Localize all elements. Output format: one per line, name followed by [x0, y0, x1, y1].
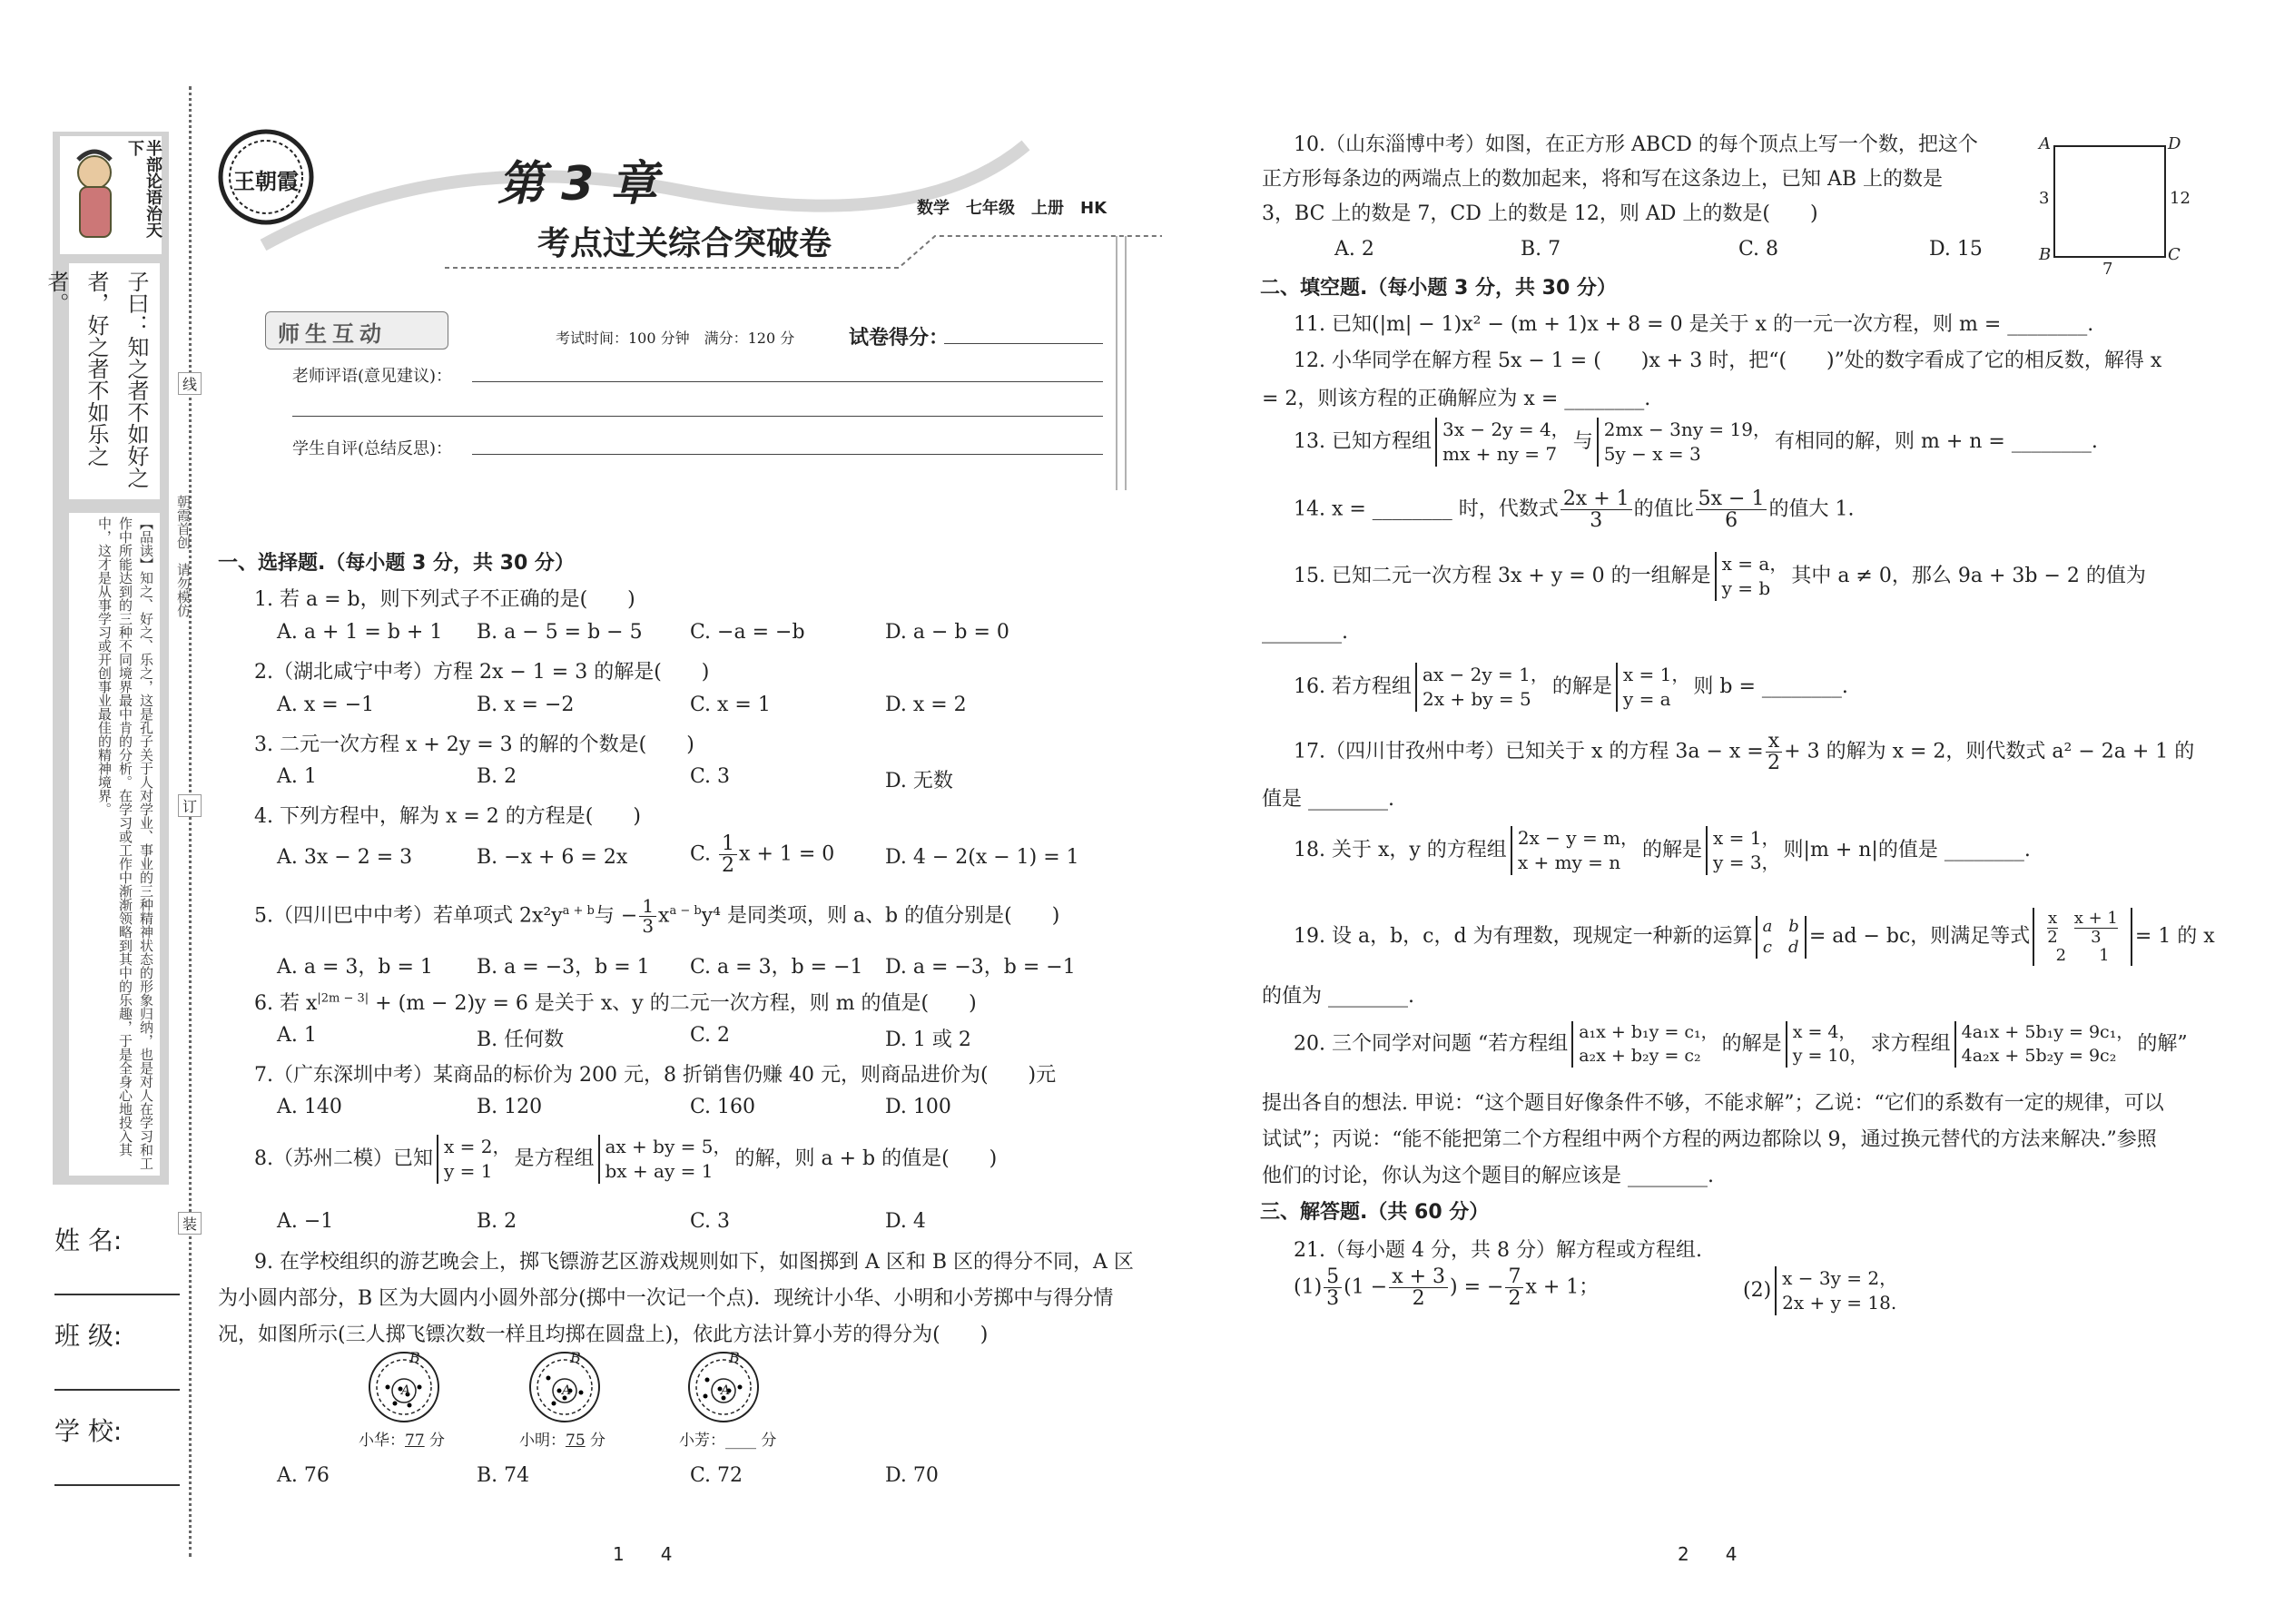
q5-option-a[interactable]: A. a = 3，b = 1	[277, 956, 433, 979]
fraction-numerator: 5	[1324, 1266, 1342, 1288]
q7-option-b[interactable]: B. 120	[477, 1096, 543, 1118]
q20	[1294, 1021, 2188, 1068]
teacher-comment-field[interactable]	[472, 381, 1103, 382]
q2-option-c[interactable]: C. x = 1	[690, 694, 771, 716]
q1-option-c[interactable]: C. −a = −b	[690, 621, 805, 644]
q15-text-a: 15. 已知二元一次方程 3x + y = 0 的一组解是	[1294, 565, 1711, 587]
q2-stem: 2.（湖北咸宁中考）方程 2x − 1 = 3 的解是( )	[254, 661, 710, 684]
teacher-comment-field-2[interactable]	[292, 416, 1103, 417]
q20-system-1	[1571, 1021, 1718, 1068]
score-unit: 分	[761, 1432, 777, 1450]
q5-text-a: 5.（四川巴中中考）若单项式 2x²y	[254, 904, 563, 928]
cut-label-order: 订	[178, 794, 202, 817]
q18	[1294, 826, 2031, 875]
score-unit: 分	[590, 1432, 606, 1450]
student-score: 77	[405, 1432, 425, 1450]
q3-option-c[interactable]: C. 3	[690, 765, 731, 788]
class-line[interactable]	[54, 1389, 180, 1391]
system-line: x − 3y = 2，	[1782, 1267, 1898, 1289]
q6-text-b: + (m − 2)y = 6 是关于 x、y 的二元一次方程，则 m 的值是( )	[369, 992, 977, 1015]
q21-part-1	[1294, 1266, 1599, 1309]
page-number-left: 1 4	[613, 1543, 673, 1565]
side-cd-value: 12	[2170, 189, 2191, 208]
fraction-denominator: 3	[2091, 927, 2102, 947]
q21a-fraction-3	[1505, 1266, 1523, 1309]
q20-text-c: 求方程组	[1870, 1032, 1951, 1056]
q10-line-2: 正方形每条边的两端点上的数加起来，将和写在这条边上，已知 AB 上的数是	[1262, 168, 1944, 191]
q21-stem: 21.（每小题 4 分，共 8 分）解方程或方程组.	[1294, 1239, 1702, 1262]
q7-option-c[interactable]: C. 160	[690, 1096, 756, 1118]
q6-text-a: 6. 若 x	[254, 992, 318, 1015]
q21a-text-d: x + 1；	[1525, 1275, 1600, 1299]
q8-option-b[interactable]: B. 2	[477, 1210, 517, 1233]
q15-system	[1715, 552, 1788, 601]
class-label: 班 级:	[54, 1321, 123, 1351]
teacher-student-label: 师生互动	[278, 321, 387, 347]
score-xiaoming	[519, 1427, 605, 1450]
q10-option-a[interactable]: A. 2	[1334, 238, 1374, 261]
system-line: mx + ny = 7	[1442, 443, 1558, 465]
q5-option-c[interactable]: C. a = 3，b = −1	[690, 956, 863, 979]
system-line: 2mx − 3ny = 19，	[1603, 418, 1771, 440]
q19-text-c: = 1 的 x	[2134, 925, 2215, 949]
q9-option-d[interactable]: D. 70	[885, 1464, 939, 1487]
q17-text-a: 17.（四川甘孜州中考）已知关于 x 的方程 3a − x =	[1294, 740, 1764, 763]
q7-stem: 7.（广东深圳中考）某商品的标价为 200 元，8 折销售仍赚 40 元，则商品进价为( )元	[254, 1064, 1057, 1087]
q21-part-2	[1743, 1266, 1901, 1315]
q4-option-d[interactable]: D. 4 − 2(x − 1) = 1	[885, 846, 1079, 869]
q6-option-b[interactable]: B. 任何数	[477, 1029, 565, 1051]
student-name: 小华：	[359, 1432, 405, 1450]
q8-option-c[interactable]: C. 3	[690, 1210, 731, 1233]
fraction-denominator: 2	[2047, 927, 2058, 947]
dartboard-xiaofang	[687, 1351, 760, 1423]
vertex-c: C	[2168, 245, 2181, 264]
q16-text-b: 的解是	[1551, 675, 1612, 698]
q21a-fraction-1	[1324, 1266, 1342, 1309]
system-line: x + my = n	[1517, 851, 1621, 873]
side-ab-value: 3	[2039, 189, 2050, 208]
q18-system-1	[1511, 826, 1639, 875]
system-line: y = 3，	[1713, 851, 1780, 873]
fraction-denominator: 3	[1326, 1287, 1340, 1311]
system-line: ax + by = 5，	[605, 1136, 732, 1157]
system-line: y = a	[1622, 688, 1671, 710]
q20-line-2: 提出各自的想法. 甲说：“这个题目好像条件不够，不能求解”；乙说：“它们的系数有一定的规律，可以	[1262, 1092, 2164, 1115]
area-a-label: A	[562, 1383, 572, 1398]
q11: 11. 已知(|m| − 1)x² − (m + 1)x + 8 = 0 是关于 x 的一元一次方程，则 m = ________.	[1294, 313, 2094, 336]
q14-fraction-1	[1561, 488, 1632, 531]
student-name: 小明：	[519, 1432, 566, 1450]
q8-text-b: 是方程组	[514, 1147, 595, 1170]
q4-option-c[interactable]	[690, 833, 834, 876]
exam-subtitle: 考点过关综合突破卷	[537, 224, 832, 262]
q3-option-a[interactable]: A. 1	[277, 765, 317, 788]
name-label: 姓 名:	[54, 1225, 123, 1255]
system-line: y = 1	[444, 1160, 493, 1182]
q14	[1294, 488, 1854, 531]
q18-text-a: 18. 关于 x，y 的方程组	[1294, 839, 1507, 861]
system-line: ax − 2y = 1，	[1422, 664, 1549, 685]
grade-tag: 数学 七年级 上册 HK	[917, 199, 1108, 218]
score-xiaohua	[359, 1427, 445, 1450]
q19-text-a: 19. 设 a，b，c，d 为有理数，现规定一种新的运算	[1294, 925, 1753, 949]
area-b-label: B	[409, 1349, 420, 1366]
q10-line-1: 10.（山东淄博中考）如图，在正方形 ABCD 的每个顶点上写一个数，把这个	[1294, 133, 1978, 156]
q9-line-1: 9. 在学校组织的游艺晚会上，掷飞镖游艺区游戏规则如下，如图掷到 A 区和 B 区的得分不同，A 区	[254, 1251, 1134, 1274]
section1-title: 一、选择题.（每小题 3 分，共 30 分）	[218, 552, 575, 575]
badge-title: 半部论语治天下	[125, 140, 162, 238]
q8-option-d[interactable]: D. 4	[885, 1210, 926, 1233]
q4-option-c-prefix: C.	[690, 842, 712, 866]
name-line[interactable]	[54, 1294, 180, 1295]
q7-option-a[interactable]: A. 140	[277, 1096, 342, 1118]
q2-option-b[interactable]: B. x = −2	[477, 694, 575, 716]
quote-commentary: 【品读】知之、好之、乐之，这是孔子关于人对学业、事业的三种精神状态的形象归纳，也是对人在学习和工作中所能达到的三种不同境界最中肯的分析。在学习或工作中渐渐领略到其中的乐趣，于是全身心地投入其中，这才是从事学习或开创事业最佳的精神境界。	[69, 513, 160, 1176]
q6-option-d[interactable]: D. 1 或 2	[885, 1029, 971, 1051]
q14-text-c: 的值大 1.	[1768, 497, 1855, 521]
system-line: a₁x + b₁y = c₁，	[1579, 1022, 1718, 1042]
page-number-right: 2 4	[1678, 1543, 1738, 1565]
score-label: 试卷得分：	[849, 327, 950, 349]
q4-stem: 4. 下列方程中，解为 x = 2 的方程是( )	[254, 805, 641, 828]
q4-option-c-fraction	[719, 833, 737, 876]
area-a-label: A	[721, 1383, 731, 1398]
q19	[1294, 908, 2215, 966]
area-b-label: B	[729, 1349, 740, 1366]
vertex-d: D	[2168, 134, 2181, 153]
fraction-numerator: 7	[1505, 1266, 1523, 1288]
system-line: x = a，	[1721, 553, 1788, 575]
q12-line-2: = 2，则该方程的正确解应为 x = ________.	[1262, 388, 1651, 410]
q18-system-2	[1706, 826, 1780, 875]
q20-text-a: 20. 三个同学对问题 “若方程组	[1294, 1032, 1569, 1056]
q16	[1294, 663, 1848, 712]
q13-text-a: 13. 已知方程组	[1294, 430, 1432, 453]
q20-line-4: 他们的讨论，你认为这个题目的解应该是 ________.	[1262, 1165, 1714, 1187]
q21b-text-a: (2)	[1743, 1279, 1772, 1302]
q3-stem: 3. 二元一次方程 x + 2y = 3 的解的个数是( )	[254, 733, 694, 756]
q9-option-c[interactable]: C. 72	[690, 1464, 743, 1487]
q19-text-b: = ad − bc，则满足等式	[1808, 925, 2031, 949]
square-abcd	[2053, 145, 2166, 258]
system-line: 4a₁x + 5b₁y = 9c₁，	[1961, 1022, 2134, 1042]
q21a-text-c: ) = −	[1450, 1275, 1504, 1299]
sidebar-badge	[60, 136, 162, 254]
fraction-denominator: 2	[1508, 1287, 1521, 1311]
q3-option-b[interactable]: B. 2	[477, 765, 517, 788]
q17-blank: 值是 ________.	[1262, 788, 1394, 811]
system-line: 5y − x = 3	[1603, 443, 1701, 465]
chapter-title: 第 3 章	[497, 157, 658, 212]
q9-line-3: 况，如图所示(三人掷飞镖次数一样且均掷在圆盘上)，依此方法计算小芳的得分为( )	[218, 1324, 989, 1346]
determinant-row: c d	[1762, 938, 1799, 958]
q9-line-2: 为小圆内部分，B 区为大圆内小圆外部分(掷中一次记一个点)．现统计小华、小明和小芳掷中与得分情	[218, 1287, 1114, 1310]
q16-system-1	[1415, 663, 1549, 712]
q15	[1294, 552, 2146, 601]
q6-option-c[interactable]: C. 2	[690, 1024, 731, 1047]
q8-text-a: 8.（苏州二模）已知	[254, 1147, 433, 1170]
q1-option-b[interactable]: B. a − 5 = b − 5	[477, 621, 643, 644]
system-line: y = 10，	[1792, 1045, 1867, 1066]
q5-stem	[254, 897, 1059, 936]
student-comment-label: 学生自评(总结反思)：	[292, 439, 453, 458]
q21b-system	[1775, 1266, 1897, 1315]
fraction-denominator: 3	[1590, 509, 1603, 533]
q8-option-a[interactable]: A. −1	[277, 1210, 334, 1233]
section2-title: 二、填空题.（每小题 3 分，共 30 分）	[1260, 277, 1617, 300]
header-decoration	[209, 109, 1180, 490]
determinant-row: 2 1	[2055, 945, 2110, 965]
q4-option-a[interactable]: A. 3x − 2 = 3	[277, 846, 413, 869]
q10-option-b[interactable]: B. 7	[1521, 238, 1561, 261]
q20-text-b: 的解是	[1721, 1032, 1782, 1056]
q6-option-a[interactable]: A. 1	[277, 1024, 317, 1047]
q15-blank: ________.	[1262, 621, 1348, 644]
area-b-label: B	[570, 1349, 581, 1366]
fraction-denominator: 2	[1412, 1287, 1425, 1311]
q16-system-2	[1616, 663, 1689, 712]
area-a-label: A	[401, 1383, 411, 1398]
vertex-a: A	[2039, 134, 2051, 153]
q1-option-d[interactable]: D. a − b = 0	[885, 621, 1009, 644]
school-label: 学 校:	[54, 1416, 123, 1446]
exam-time: 考试时间：100 分钟 满分：120 分	[556, 330, 795, 347]
score-field[interactable]	[944, 343, 1103, 344]
q5-exponent-1: a + b	[562, 904, 595, 919]
q5-text-d: y⁴ 是同类项，则 a、b 的值分别是( )	[701, 904, 1060, 928]
fraction-denominator: 6	[1725, 509, 1738, 533]
confucius-quote: 子曰：知之者不如好之者，好之者不如乐之者。	[69, 263, 160, 499]
cut-line	[189, 86, 192, 1557]
q17-fraction	[1766, 731, 1782, 773]
system-line: bx + ay = 1	[605, 1160, 714, 1182]
q8-text-c: 的解，则 a + b 的值是( )	[734, 1147, 998, 1170]
student-name: 小芳：	[679, 1432, 725, 1450]
q8-stem	[254, 1135, 997, 1184]
q18-text-b: 的解是	[1642, 839, 1703, 861]
q20-text-d: 的解”	[2137, 1032, 2188, 1056]
q21a-text-a: (1)	[1294, 1275, 1323, 1299]
q5-text-b: 与 −	[594, 904, 638, 928]
vertex-b: B	[2039, 245, 2052, 264]
system-line: 2x − y = m，	[1517, 827, 1639, 849]
q10-option-d[interactable]: D. 15	[1929, 238, 1983, 261]
q17-text-b: + 3 的解为 x = 2，则代数式 a² − 2a + 1 的	[1784, 740, 2195, 763]
q10-line-3: 3，BC 上的数是 7，CD 上的数是 12，则 AD 上的数是( )	[1262, 202, 1818, 225]
q4-option-c-text: x + 1 = 0	[739, 842, 835, 866]
q5-option-d[interactable]: D. a = −3，b = −1	[885, 956, 1076, 979]
fraction-numerator: x	[1766, 731, 1782, 753]
q15-text-b: 其中 a ≠ 0，那么 9a + 3b − 2 的值为	[1791, 565, 2146, 587]
determinant-row: a b	[1762, 916, 1799, 936]
fraction-numerator: 5x − 1	[1696, 488, 1767, 510]
logo-text: 王朝霞	[233, 168, 299, 194]
copyright-note: 朝霞首创 请勿模仿	[175, 495, 192, 617]
q16-text-a: 16. 若方程组	[1294, 675, 1412, 698]
q5-option-b[interactable]: B. a = −3，b = 1	[477, 956, 650, 979]
fraction-numerator: x + 3	[1389, 1266, 1448, 1288]
teacher-comment-label: 老师评语(意见建议)：	[292, 367, 453, 386]
q19-determinant-1	[1756, 916, 1807, 959]
system-line: a₂x + b₂y = c₂	[1579, 1045, 1701, 1066]
q20-line-3: 试试”；丙说：“能不能把第二个方程组中两个方程的两边都除以 9，通过换元替代的方法来解决.”参照	[1262, 1128, 2157, 1151]
system-line: 2x + y = 18.	[1782, 1292, 1897, 1314]
q13-system-1	[1435, 418, 1570, 467]
q21a-text-b: (1 −	[1344, 1275, 1388, 1299]
q19-blank: 的值为 ________.	[1262, 985, 1414, 1008]
q3-option-d[interactable]: D. 无数	[885, 770, 953, 792]
student-comment-field[interactable]	[472, 454, 1103, 455]
q16-text-c: 则 b = ________.	[1693, 675, 1848, 698]
q13-text-c: 有相同的解，则 m + n = ________.	[1774, 430, 2098, 453]
q20-system-2	[1786, 1021, 1867, 1068]
fraction-numerator: x + 1	[2073, 909, 2118, 928]
q4-option-b[interactable]: B. −x + 6 = 2x	[477, 846, 628, 869]
system-line: x = 4，	[1792, 1022, 1856, 1042]
q8-system-1	[437, 1135, 510, 1184]
q13	[1294, 418, 2098, 467]
fraction-numerator: x	[2047, 909, 2058, 928]
q18-text-c: 则|m + n|的值是 ________.	[1783, 839, 2031, 861]
q5-exponent-2: a − b	[669, 904, 702, 919]
q1-stem: 1. 若 a = b，则下列式子不正确的是( )	[254, 588, 635, 611]
q13-system-2	[1597, 418, 1771, 467]
q7-option-d[interactable]: D. 100	[885, 1096, 951, 1118]
system-line: y = b	[1721, 577, 1771, 599]
fraction-numerator: 1	[639, 897, 656, 917]
q5-text-c: x	[658, 904, 670, 928]
q1-option-a[interactable]: A. a + 1 = b + 1	[277, 621, 443, 644]
q6-stem	[254, 988, 977, 1016]
score-unit: 分	[429, 1432, 446, 1450]
school-line[interactable]	[54, 1484, 180, 1486]
q10-option-c[interactable]: C. 8	[1738, 238, 1779, 261]
q9-option-b[interactable]: B. 74	[477, 1464, 530, 1487]
system-line: 4a₂x + 5b₂y = 9c₂	[1961, 1045, 2117, 1066]
q5-fraction	[639, 897, 656, 936]
q2-option-d[interactable]: D. x = 2	[885, 694, 967, 716]
system-line: x = 2，	[444, 1136, 511, 1157]
q9-option-a[interactable]: A. 76	[277, 1464, 330, 1487]
section3-title: 三、解答题.（共 60 分）	[1260, 1201, 1490, 1224]
system-line: x = 1，	[1622, 664, 1690, 685]
system-line: 2x + by = 5	[1422, 688, 1531, 710]
side-bc-value: 7	[2102, 260, 2113, 279]
cut-label-line: 线	[178, 372, 202, 395]
q12-line-1: 12. 小华同学在解方程 5x − 1 = ( )x + 3 时，把“( )”处的数字看成了它的相反数，解得 x	[1294, 349, 2162, 372]
q6-exponent: |2m − 3|	[317, 991, 369, 1006]
q14-text-b: 的值比	[1633, 497, 1694, 521]
q13-text-b: 与	[1572, 430, 1593, 453]
student-score: 75	[566, 1432, 586, 1450]
cut-label-seal: 装	[178, 1212, 202, 1235]
q8-system-2	[598, 1135, 732, 1184]
fraction-numerator: 2x + 1	[1561, 488, 1632, 510]
system-line: x = 1，	[1713, 827, 1780, 849]
score-xiaofang	[679, 1427, 776, 1450]
q17	[1294, 731, 2194, 773]
dartboard-xiaohua	[368, 1351, 440, 1423]
q14-fraction-2	[1696, 488, 1767, 531]
system-line: 3x − 2y = 4，	[1442, 418, 1570, 440]
fraction-denominator: 2	[722, 854, 735, 878]
dartboard-xiaoming	[528, 1351, 601, 1423]
fraction-numerator: 1	[719, 833, 737, 855]
q2-option-a[interactable]: A. x = −1	[277, 694, 375, 716]
student-score: ____	[725, 1432, 756, 1450]
q21a-fraction-2	[1389, 1266, 1448, 1309]
q20-system-3	[1954, 1021, 2134, 1068]
fraction-denominator: 2	[1767, 752, 1780, 775]
q14-text-a: 14. x = ________ 时，代数式	[1294, 497, 1559, 521]
q19-determinant-2	[2033, 908, 2132, 966]
fraction-denominator: 3	[642, 915, 655, 937]
